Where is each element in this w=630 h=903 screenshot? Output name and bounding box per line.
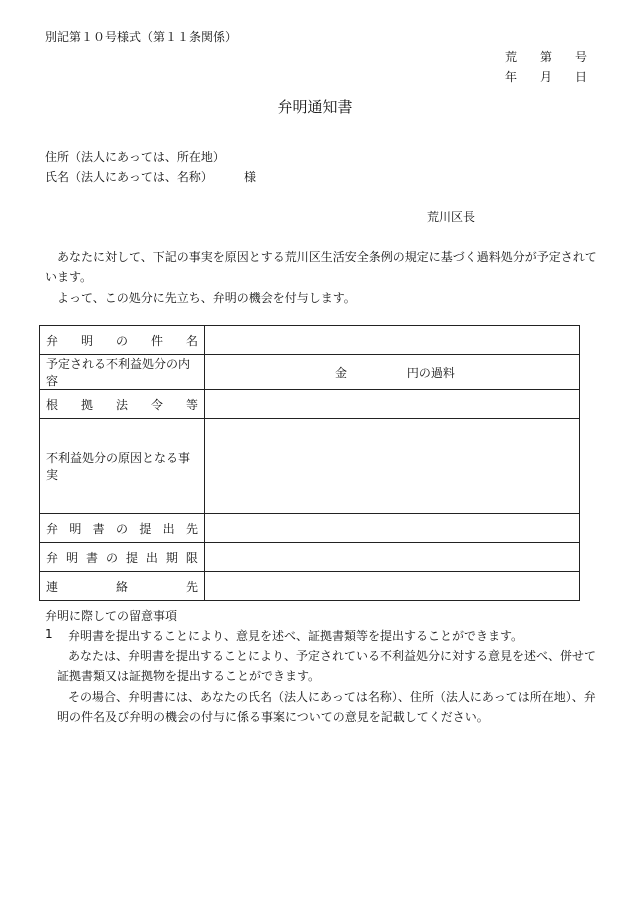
label-cause-facts: 不利益処分の原因となる事実 [40, 419, 205, 514]
header-year: 年 [505, 70, 518, 84]
table-row [40, 390, 580, 419]
label-submission-deadline: 弁 明 書 の 提 出 期 限 [46, 550, 198, 565]
table-row [40, 514, 580, 543]
label-planned-disposition: 予定される不利益処分の内容 [40, 355, 205, 390]
label-contact: 連 絡 先 [46, 579, 198, 594]
notes-heading: 弁明に際しての留意事項 [45, 609, 178, 623]
notes-item-text: 弁明書を提出することにより、意見を述べ、証拠書類等を提出することができます。 [68, 629, 524, 643]
table-row [40, 355, 580, 390]
notice-table [39, 325, 580, 601]
address-label: 住所（法人にあっては、所在地） [45, 150, 225, 164]
value-planned-disposition [205, 355, 580, 390]
name-label: 氏名（法人にあっては、名称） [45, 170, 213, 184]
notes-item-number: 1 [45, 627, 53, 641]
value-contact [205, 572, 580, 601]
table-row [40, 572, 580, 601]
header-day: 日 [575, 70, 588, 84]
notes-p1-line-2: 証拠書類又は証拠物を提出することができます。 [57, 669, 321, 683]
label-legal-basis: 根 拠 法 令 等 [46, 397, 198, 412]
header-ara: 荒 [505, 50, 518, 64]
amount-suffix: 円の過料 [406, 365, 455, 380]
body-line-3: よって、この処分に先立ち、弁明の機会を付与します。 [57, 291, 356, 305]
value-submission-address [205, 514, 580, 543]
body-line-1: あなたに対して、下記の事実を原因とする荒川区生活安全条例の規定に基づく過料処分が予定されて [57, 250, 597, 264]
header-dai: 第 [540, 50, 553, 64]
table-row [40, 543, 580, 572]
body-line-2: います。 [45, 270, 93, 284]
table-row [40, 326, 580, 355]
value-legal-basis [205, 390, 580, 419]
notes-p2-line-2: 明の件名及び弁明の機会の付与に係る事案についての意見を記載してください。 [57, 710, 489, 724]
table-row [40, 419, 580, 514]
label-case-name: 弁 明 の 件 名 [46, 333, 198, 348]
header-month: 月 [540, 70, 553, 84]
issuer-name: 荒川区長 [427, 210, 476, 224]
honorific-sama: 様 [244, 170, 257, 184]
amount-prefix: 金 [335, 365, 348, 380]
document-title: 弁明通知書 [277, 98, 353, 116]
notes-p2-line-1: その場合、弁明書には、あなたの氏名（法人にあっては名称）、住所（法人にあっては所在地）、弁 [68, 690, 596, 704]
notes-p1-line-1: あなたは、弁明書を提出することにより、予定されている不利益処分に対する意見を述べ、併せて [68, 649, 597, 663]
value-cause-facts [205, 419, 580, 514]
label-submission-address: 弁 明 書 の 提 出 先 [46, 521, 198, 536]
form-number: 別記第１０号様式（第１１条関係） [45, 30, 238, 44]
header-go: 号 [575, 50, 588, 64]
value-submission-deadline [205, 543, 580, 572]
value-case-name [205, 326, 580, 355]
